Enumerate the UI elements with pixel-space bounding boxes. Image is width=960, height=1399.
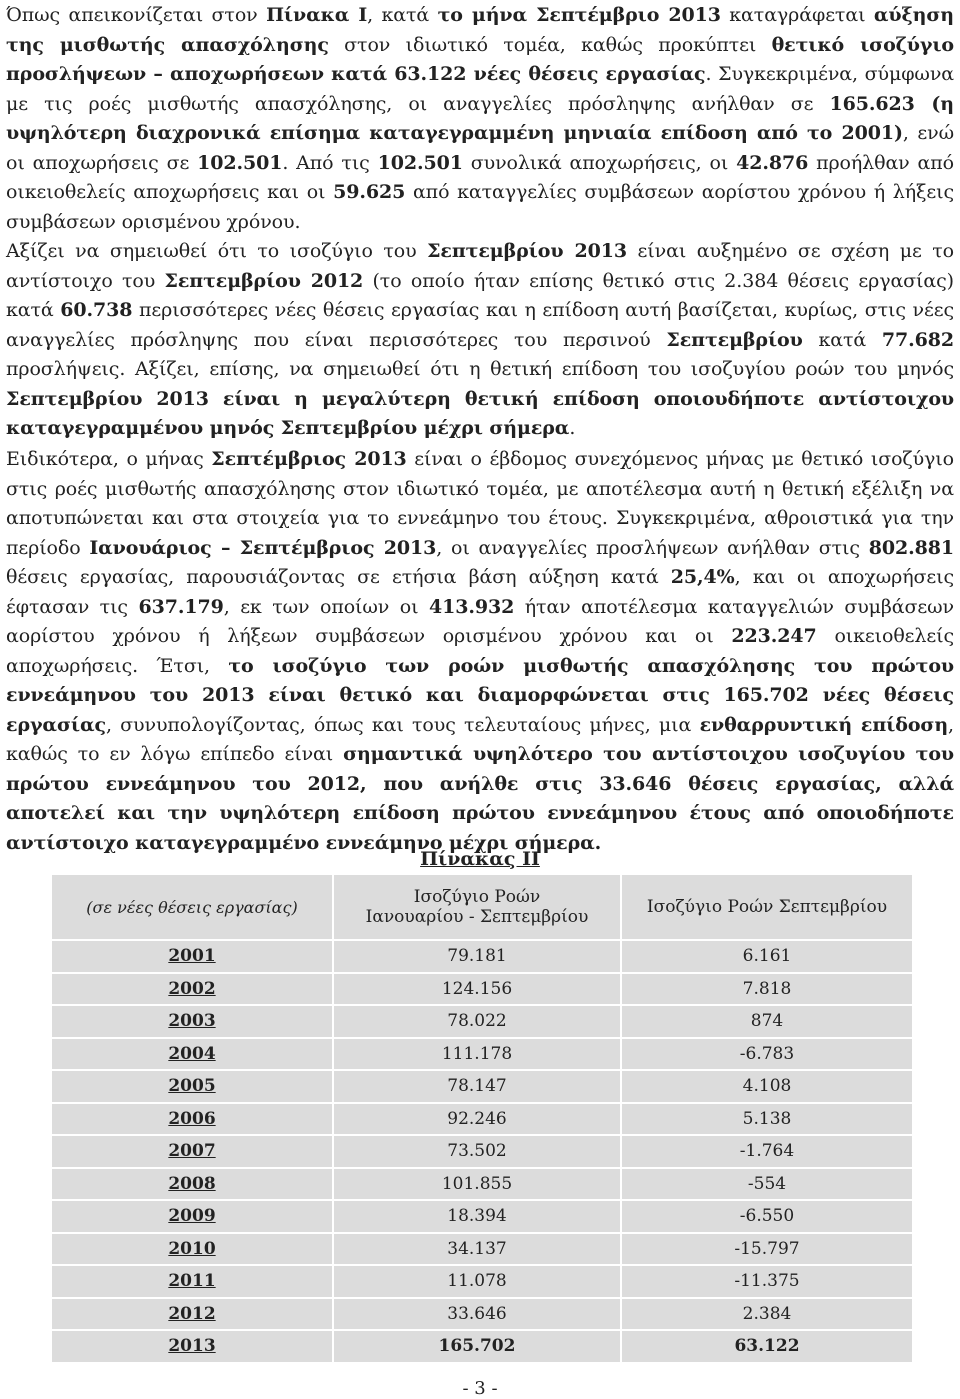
table-row [51,1200,913,1233]
header-jan-sep [333,874,621,940]
jan-sep-cell: 33.646 [333,1298,621,1331]
september-cell: 2.384 [621,1298,913,1331]
year-cell: 2004 [51,1038,333,1071]
text-run: ήταν αποτέλεσμα καταγγελιών συμβάσεων αορίστου χρόνου ή λήξεων συμβάσεων ορισμένου χρόνου και οι [6,595,954,647]
text-run: το μήνα Σεπτέμβριο 2013 [437,4,721,26]
text-run: Αξίζει να σημειωθεί ότι το ισοζύγιο του [6,240,428,262]
header-units: (σε νέες θέσεις εργασίας) [51,874,333,940]
year-cell: 2012 [51,1298,333,1331]
jan-sep-cell: 78.022 [333,1005,621,1038]
text-run: από καταγγελίες συμβάσεων αορίστου χρόνου ή λήξεις συμβάσεων ορισμένου χρόνου. [6,181,954,233]
year-cell: 2008 [51,1168,333,1201]
year-cell: 2006 [51,1103,333,1136]
september-cell: -15.797 [621,1233,913,1266]
september-cell: -6.550 [621,1200,913,1233]
year-cell: 2009 [51,1200,333,1233]
table-row [51,940,913,973]
jan-sep-cell: 92.246 [333,1103,621,1136]
table-row [51,1005,913,1038]
header-september: Ισοζύγιο Ροών Σεπτεμβρίου [621,874,913,940]
jan-sep-cell: 101.855 [333,1168,621,1201]
text-run: 165.623 (η υψηλότερη διαχρονικά επίσημα καταγεγραμμένη μηνιαία επίδοση από το 2001) [6,92,954,144]
table-row [51,1168,913,1201]
text-run: 77.682 [881,328,954,351]
september-cell: 6.161 [621,940,913,973]
text-run: προσλήψεις. Αξίζει, επίσης, να σημειωθεί ότι η θετική επίδοση του ισοζυγίου ροών του μηνός [6,358,954,380]
text-run: κατά [802,328,882,351]
jan-sep-cell: 73.502 [333,1135,621,1168]
text-run: είναι ο έβδομος συνεχόμενος μήνας με θετικό ισοζύγιο στις ροές μισθωτής απασχόλησης στον ιδιωτικό τομέα, με αποτέλεσμα αυτή η θετική εξέλιξη να αποτυπώνεται και στα στοιχεία για το εννεάμηνο του έτους. Συγκεκριμένα, αθροιστικά για την περίοδο [6,448,954,559]
table-row [51,1135,913,1168]
header-jan-sep-line1: Ισοζύγιο Ροών [413,887,541,907]
text-run: θετικό ισοζύγιο προσλήψεων – αποχωρήσεων κατά 63.122 νέες θέσεις εργασίας [6,33,954,85]
text-run: είναι αυξημένο σε σχέση με το αντίστοιχο του [6,240,954,292]
text-run: Όπως απεικονίζεται στον [6,4,267,26]
text-run: Σεπτεμβρίου 2012 [164,269,364,292]
table-row [51,1103,913,1136]
text-run: θέσεις εργασίας, παρουσιάζοντας σε ετήσια βάση αύξηση κατά [6,566,671,588]
text-run: , καθώς το εν λόγω επίπεδο είναι [6,713,954,765]
text-run: προήλθαν από οικειοθελείς αποχωρήσεις και οι [6,151,954,203]
september-cell: 7.818 [621,973,913,1006]
header-jan-sep-line2: Ιανουαρίου - Σεπτεμβρίου [365,907,589,927]
text-run: Σεπτεμβρίου 2013 είναι η μεγαλύτερη θετική επίδοση οποιουδήποτε αντίστοιχου καταγεγραμμένου μηνός Σεπτεμβρίου μέχρι σήμερα [6,387,954,439]
year-cell: 2003 [51,1005,333,1038]
text-run: 42.876 [736,151,809,174]
september-cell: -554 [621,1168,913,1201]
text-run: , συνυπολογίζοντας, όπως και τους τελευταίους μήνες, μια [105,713,700,736]
text-run: το ισοζύγιο των ροών μισθωτής απασχόλησης του πρώτου εννεάμηνου του 2013 είναι θετικό και διαμορφώνεται στις 165.702 νέες θέσεις εργασίας [6,654,954,736]
jan-sep-cell: 18.394 [333,1200,621,1233]
text-run: 59.625 [333,181,406,203]
table-row [51,1298,913,1331]
jan-sep-cell: 11.078 [333,1265,621,1298]
jan-sep-cell: 124.156 [333,973,621,1006]
text-run: σημαντικά υψηλότερο του αντίστοιχου ισοζυγίου του πρώτου εννεάμηνου του 2012, που ανήλθε στις 33.646 θέσεις εργασίας, αλλά αποτελεί και την υψηλότερη επίδοση πρώτου εννεάμηνου έτους από οποιοδήποτε αντίστοιχο καταγεγραμμένο εννεάμηνο μέχρι σήμερα. [6,743,954,854]
jan-sep-cell: 78.147 [333,1070,621,1103]
text-run: στον ιδιωτικό τομέα, καθώς προκύπτει [328,33,772,56]
text-run: 60.738 [60,299,133,321]
text-run: . Από τις [282,151,378,174]
text-run: Ιανουάριος – Σεπτέμβριος 2013 [89,536,437,559]
year-cell: 2013 [51,1330,333,1363]
table-row [51,1233,913,1266]
text-run: , εκ των οποίων οι [223,595,429,618]
year-cell: 2007 [51,1135,333,1168]
year-cell: 2010 [51,1233,333,1266]
text-run: 25,4% [670,566,735,588]
table-header-row [51,874,913,940]
jan-sep-cell: 111.178 [333,1038,621,1071]
text-run: Σεπτέμβριος 2013 [211,448,407,470]
september-cell: 5.138 [621,1103,913,1136]
september-cell: -1.764 [621,1135,913,1168]
year-cell: 2005 [51,1070,333,1103]
table-row [51,1330,913,1363]
text-run: 223.247 [731,625,817,647]
text-run: αύξηση της μισθωτής απασχόλησης [6,4,954,56]
text-run: (το οποίο ήταν επίσης θετικό στις 2.384 θέσεις εργασίας) κατά [6,269,954,321]
table-row [51,973,913,1006]
year-cell: 2001 [51,940,333,973]
paragraph-nine-month-summary [6,445,954,858]
september-cell: 4.108 [621,1070,913,1103]
text-run: , και οι αποχωρήσεις έφτασαν τις [6,566,954,618]
text-run: . [569,417,576,439]
text-run: συνολικά αποχωρήσεις, οι [462,151,737,174]
text-run: Σεπτεμβρίου 2013 [427,240,628,262]
september-cell: 63.122 [621,1330,913,1363]
text-run: Ειδικότερα, ο μήνας [6,448,212,470]
text-run: , κατά [367,4,438,26]
year-cell: 2002 [51,973,333,1006]
september-cell: -11.375 [621,1265,913,1298]
table-row [51,1038,913,1071]
year-cell: 2011 [51,1265,333,1298]
text-run: Πίνακα Ι [266,4,368,26]
text-run: 802.881 [868,536,954,559]
jan-sep-cell: 165.702 [333,1330,621,1363]
text-run: περισσότερες νέες θέσεις εργασίας και η επίδοση αυτή βασίζεται, κυρίως, στις νέες αναγγελίες πρόσληψης που είναι περισσότερες του περσινού [6,299,954,351]
text-run: 413.932 [428,595,515,618]
text-run: καταγράφεται [720,4,874,26]
text-run: 102.501 [377,151,463,174]
text-run: ενθαρρυντική επίδοση [699,713,949,736]
balance-table [50,873,914,1364]
table-body [51,940,913,1363]
table-row [51,1070,913,1103]
text-run: , οι αναγγελίες προσλήψεων ανήλθαν στις [436,536,869,559]
text-run: 102.501 [197,151,283,174]
text-run: , ενώ οι αποχωρήσεις σε [6,122,954,174]
text-run: 637.179 [138,595,224,618]
september-cell: -6.783 [621,1038,913,1071]
september-cell: 874 [621,1005,913,1038]
text-run: . Συγκεκριμένα, σύμφωνα με τις ροές μισθωτής απασχόλησης, οι αναγγελίες πρόσληψης ανήλθαν σε [6,63,954,115]
table-title: Πίνακας ΙΙ [420,848,540,870]
text-run: οικειοθελείς αποχωρήσεις. Έτσι, [6,625,954,677]
paragraph-september-summary [6,1,954,444]
jan-sep-cell: 79.181 [333,940,621,973]
jan-sep-cell: 34.137 [333,1233,621,1266]
page-number: - 3 - [462,1378,498,1399]
text-run: Σεπτεμβρίου [666,328,803,351]
table-row [51,1265,913,1298]
